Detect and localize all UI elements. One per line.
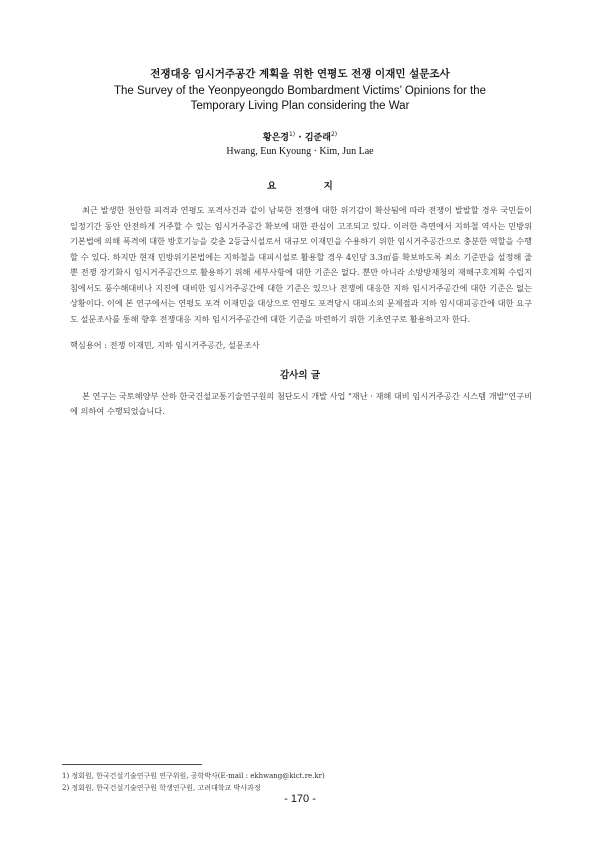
page-number: - 170 - <box>284 793 316 805</box>
keywords-label: 핵심용어 : <box>70 340 107 350</box>
keywords-values: 전쟁 이재민, 지하 임시거주공간, 설문조사 <box>109 340 260 350</box>
author1-name: 황은경 <box>262 133 289 143</box>
author2-footnote-mark: 2) <box>330 131 338 138</box>
footnote-2-mark: 2) <box>62 784 70 792</box>
footnote-1-text: 정회원, 한국건설기술연구원 연구위원, 공학박사(E-mail : ekhwang@kict.re.kr) <box>71 772 325 780</box>
title-english-line1: The Survey of the Yeonpyeongdo Bombardment Victims’ Opinions for the <box>113 85 487 97</box>
authors-english: Hwang, Eun Kyoung · Kim, Jun Lae <box>226 146 374 157</box>
footnotes <box>62 770 542 794</box>
author2-name: 김준래 <box>304 133 331 143</box>
title-english-line2: Temporary Living Plan considering the War <box>190 100 410 112</box>
footnote-1-mark: 1) <box>62 772 70 780</box>
footnote-2-text: 정회원, 한국건설기술연구원 학생연구원, 고려대학교 박사과정 <box>71 784 261 792</box>
authors-korean <box>40 130 560 143</box>
footnote-1 <box>62 770 542 782</box>
abstract-text: 최근 발생한 천안함 피격과 연평도 포격사건과 같이 남북한 전쟁에 대한 위기감이 확산됨에 따라 전쟁이 발발할 경우 국민들이 일정기간 동안 안전하게 거주할 수 있는 임시거주공간 확보에 대한 관심이 고조되고 있다. 이러한 측면에서 지하철 역사는 민방위기본법에 의해 폭격에 대한 방호기능을 갖춘 2등급시설로서 대규모 이재민을 수용하기 위한 임시거주공간으로 충분한 역할을 수행할 수 있다. 하지만 현재 민방위기본법에는 지하철을 대피시설로 활용할 경우 4인당 3.3㎡를 확보하도록 최소 기준만을 설정해 줄 뿐 전쟁 장기화시 임시거주공간으로 활용하기 위해 세부사항에 대한 기준은 없다. 뿐만 아니라 소방방재청의 재해구호계획 수립지침에서도 풍수해대비나 지진에 대비한 임시거주공간에 대한 기준은 있으나 전쟁에 대응한 지하 임시거주공간에 대한 기준은 없는 상황이다. 이에 본 연구에서는 연평도 포격 이재민을 대상으로 연평도 포격당시 대피소의 문제점과 지하 임시대피공간에 대한 요구도 설문조사를 통해 향후 전쟁대응 지하 임시거주공간에 대한 기준을 마련하기 위한 기초연구로 활용하고자 한다. <box>70 205 532 324</box>
author1-footnote-mark: 1) <box>288 131 296 138</box>
footnote-divider <box>62 764 202 765</box>
acknowledgement-heading: 감사의 글 <box>279 370 320 381</box>
author-separator: · <box>295 133 305 143</box>
keywords <box>70 340 532 351</box>
acknowledgement-text: 본 연구는 국토해양부 산하 한국건설교통기술연구원의 첨단도시 개발 사업 "재난 · 재해 대비 임시거주공간 시스템 개발"연구비에 의하여 수행되었습니다. <box>70 391 532 416</box>
title-korean: 전쟁대응 임시거주공간 계획을 위한 연평도 전쟁 이재민 설문조사 <box>150 68 450 80</box>
title-english <box>60 84 540 114</box>
abstract-heading: 요 지 <box>267 181 355 192</box>
